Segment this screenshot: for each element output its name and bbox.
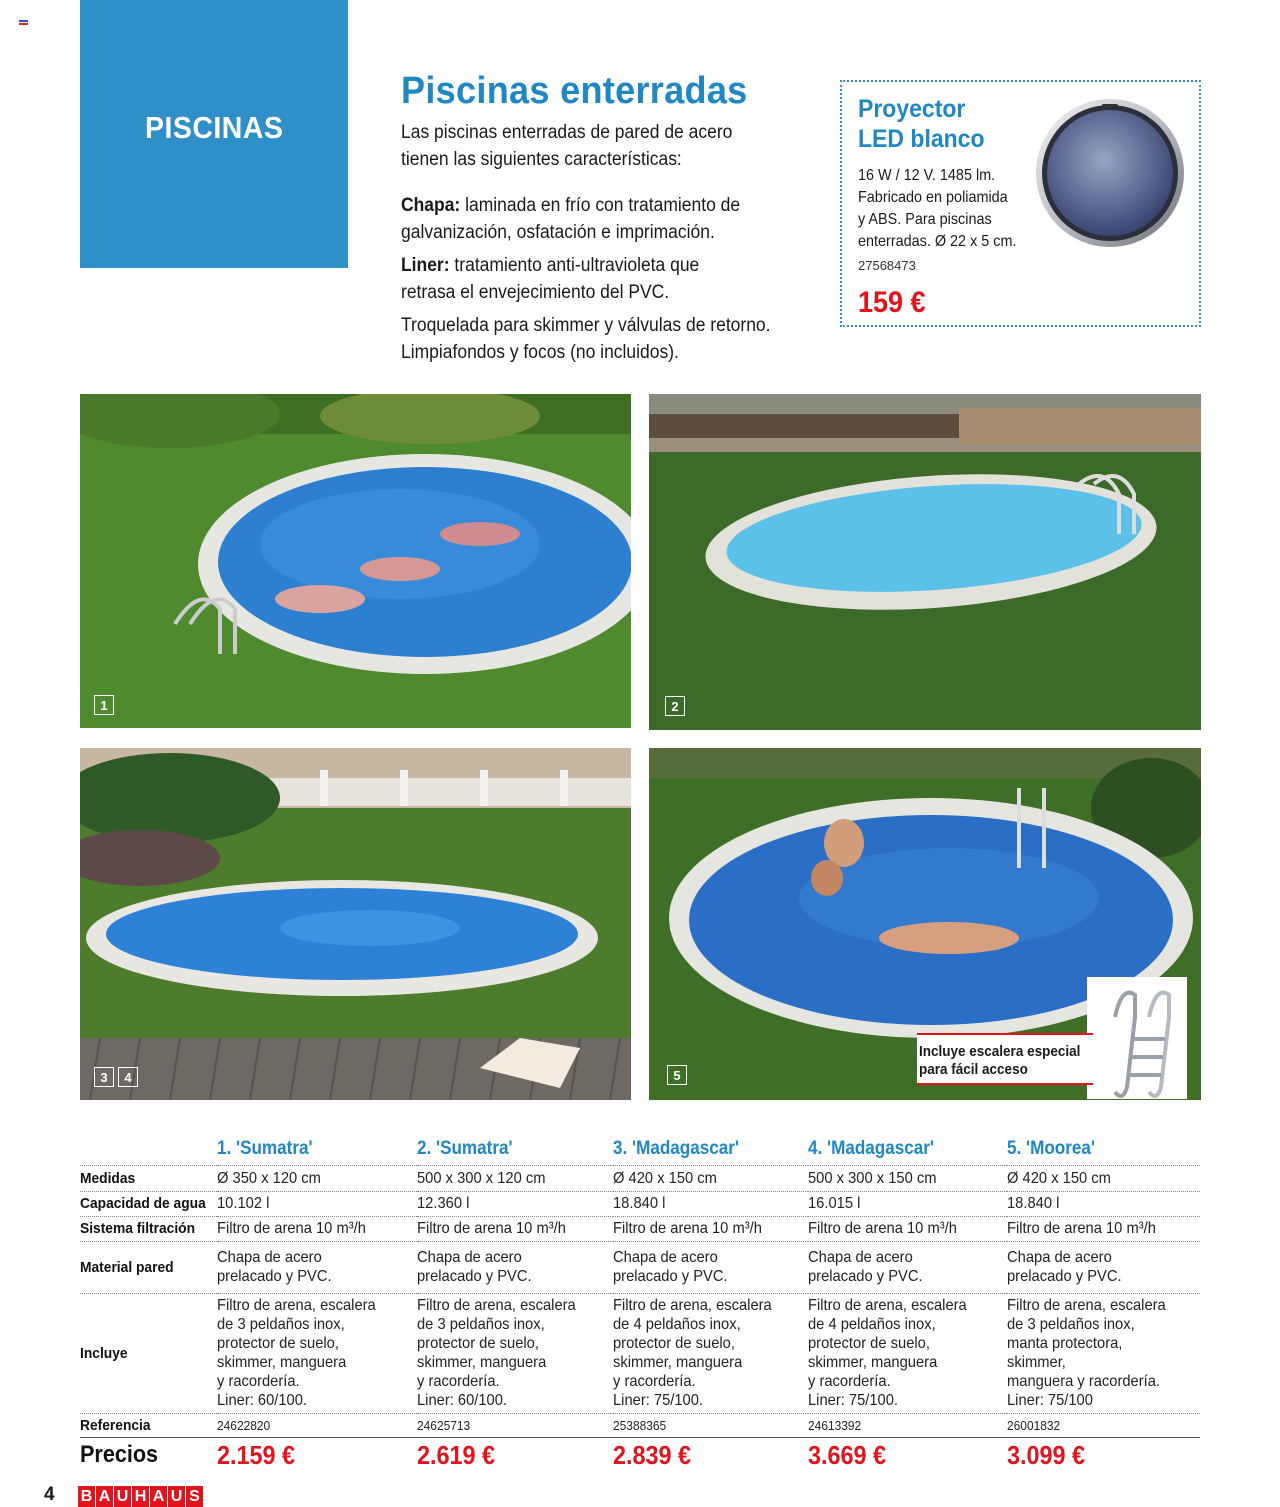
pool-photo-2 xyxy=(649,394,1201,730)
extras-paragraph: Troquelada para skimmer y válvulas de retorno. Limpiafondos y focos (no incluidos). xyxy=(401,315,771,363)
logo-letter: U xyxy=(114,1486,131,1507)
photo-tag: 4 xyxy=(118,1067,138,1087)
cell: 16.015 l xyxy=(808,1191,1006,1216)
pool-photo-3-4-image xyxy=(80,748,631,1100)
cell: Chapa de acero prelacado y PVC. xyxy=(217,1241,417,1293)
intro-text-block xyxy=(401,70,821,366)
cell: Chapa de acero prelacado y PVC. xyxy=(613,1241,808,1293)
cell: Filtro de arena, escalera de 3 peldaños inox, protector de suelo, skimmer, manguera y racordería. Liner: 60/100. xyxy=(217,1293,417,1413)
table-row-material xyxy=(80,1241,1200,1293)
cell: 10.102 l xyxy=(217,1191,417,1216)
price: 3.669 € xyxy=(808,1437,1006,1471)
intro-line: Las piscinas enterradas de pared de acero tienen las siguientes características: xyxy=(401,122,733,170)
cell: Filtro de arena 10 m³/h xyxy=(417,1216,613,1241)
price: 3.099 € xyxy=(1007,1437,1200,1471)
cell: Chapa de acero prelacado y PVC. xyxy=(1007,1241,1200,1293)
section-header-block xyxy=(80,0,348,268)
cell: 12.360 l xyxy=(417,1191,613,1216)
led-projector-promo[interactable] xyxy=(840,80,1201,327)
price: 2.619 € xyxy=(417,1437,613,1471)
product-header-row xyxy=(80,1137,1200,1165)
cell: 18.840 l xyxy=(613,1191,808,1216)
section-label: PISCINAS xyxy=(144,110,284,145)
cell: Filtro de arena, escalera de 3 peldaños inox, manta protectora, skimmer, manguera y racordería. Liner: 75/100 xyxy=(1007,1293,1200,1413)
photo-tag: 2 xyxy=(665,696,685,716)
cell: Chapa de acero prelacado y PVC. xyxy=(417,1241,613,1293)
cell: 24613392 xyxy=(808,1413,1006,1437)
logo-letter: U xyxy=(168,1486,185,1507)
promo-price: 159 € xyxy=(858,286,926,319)
header-empty xyxy=(80,1137,217,1165)
liner-paragraph: Liner: tratamiento anti-ultravioleta que retrasa el envejecimiento del PVC. xyxy=(401,255,700,303)
table-row-referencia xyxy=(80,1413,1200,1437)
price: 2.159 € xyxy=(217,1437,417,1471)
cell: 500 x 300 x 150 cm xyxy=(808,1165,1006,1191)
bauhaus-logo[interactable] xyxy=(78,1486,203,1507)
cell: Filtro de arena, escalera de 3 peldaños inox, protector de suelo, skimmer, manguera y racordería. Liner: 60/100. xyxy=(417,1293,613,1413)
ladder-callout xyxy=(917,1033,1093,1085)
logo-letter: B xyxy=(78,1486,95,1507)
cell: 26001832 xyxy=(1007,1413,1200,1437)
cell: 500 x 300 x 120 cm xyxy=(417,1165,613,1191)
cell: Filtro de arena 10 m³/h xyxy=(217,1216,417,1241)
callout-line: para fácil acceso xyxy=(919,1061,1028,1078)
cell: Ø 420 x 150 cm xyxy=(1007,1165,1200,1191)
specs-table xyxy=(80,1137,1200,1471)
cell: Filtro de arena, escalera de 4 peldaños inox, protector de suelo, skimmer, manguera y racordería. Liner: 75/100. xyxy=(808,1293,1006,1413)
pool-photo-2-image xyxy=(649,394,1201,730)
row-label: Medidas xyxy=(80,1165,217,1191)
table-row-medidas xyxy=(80,1165,1200,1191)
promo-title: Proyector LED blanco xyxy=(858,95,985,153)
logo-letter: H xyxy=(132,1486,149,1507)
row-label: Capacidad de agua xyxy=(80,1191,217,1216)
table-row-incluye xyxy=(80,1293,1200,1413)
cell: Ø 420 x 150 cm xyxy=(613,1165,808,1191)
logo-letter: A xyxy=(150,1486,167,1507)
logo-letter: S xyxy=(186,1486,203,1507)
cell: Filtro de arena 10 m³/h xyxy=(613,1216,808,1241)
product-name: 4. 'Madagascar' xyxy=(808,1137,935,1159)
photo-tag: 3 xyxy=(94,1067,114,1087)
product-name: 2. 'Sumatra' xyxy=(416,1137,513,1159)
cell: 25388365 xyxy=(613,1413,808,1437)
pool-photo-1 xyxy=(80,394,631,728)
product-name: 5. 'Moorea' xyxy=(1006,1137,1095,1159)
photo-tag: 1 xyxy=(94,695,114,715)
ladder-image xyxy=(1087,977,1187,1099)
row-label: Incluye xyxy=(80,1293,217,1413)
prices-label: Precios xyxy=(80,1437,217,1471)
callout-line: Incluye escalera especial xyxy=(919,1043,1081,1060)
cell: Chapa de acero prelacado y PVC. xyxy=(808,1241,1006,1293)
cell: Ø 350 x 120 cm xyxy=(217,1165,417,1191)
product-name: 3. 'Madagascar' xyxy=(613,1137,740,1159)
pool-photo-3-4 xyxy=(80,748,631,1100)
led-lamp-image xyxy=(1034,97,1186,249)
table-row-precios xyxy=(80,1437,1200,1471)
corner-mark xyxy=(19,20,28,26)
chapa-paragraph: Chapa: laminada en frío con tratamiento de galvanización, osfatación e imprimación. xyxy=(401,195,741,243)
table-row-filtracion xyxy=(80,1216,1200,1241)
cell: Filtro de arena 10 m³/h xyxy=(808,1216,1006,1241)
row-label: Referencia xyxy=(80,1413,217,1437)
page-title: Piscinas enterradas xyxy=(401,70,748,112)
promo-reference: 27568473 xyxy=(858,258,916,273)
cell: Filtro de arena 10 m³/h xyxy=(1007,1216,1200,1241)
row-label: Sistema filtración xyxy=(80,1216,217,1241)
cell: 18.840 l xyxy=(1007,1191,1200,1216)
photo-tag: 5 xyxy=(667,1065,687,1085)
cell: 24622820 xyxy=(217,1413,417,1437)
ladder-icon xyxy=(1087,977,1187,1099)
product-name: 1. 'Sumatra' xyxy=(216,1137,313,1159)
row-label: Material pared xyxy=(80,1241,217,1293)
table-row-capacidad xyxy=(80,1191,1200,1216)
cell: Filtro de arena, escalera de 4 peldaños inox, protector de suelo, skimmer, manguera y racordería. Liner: 75/100. xyxy=(613,1293,808,1413)
promo-description: 16 W / 12 V. 1485 lm. Fabricado en poliamida y ABS. Para piscinas enterradas. Ø 22 x 5 cm. xyxy=(858,167,1017,250)
cell: 24625713 xyxy=(417,1413,613,1437)
logo-letter: A xyxy=(96,1486,113,1507)
page-number: 4 xyxy=(44,1484,55,1505)
price: 2.839 € xyxy=(613,1437,808,1471)
pool-photo-1-image xyxy=(80,394,631,728)
